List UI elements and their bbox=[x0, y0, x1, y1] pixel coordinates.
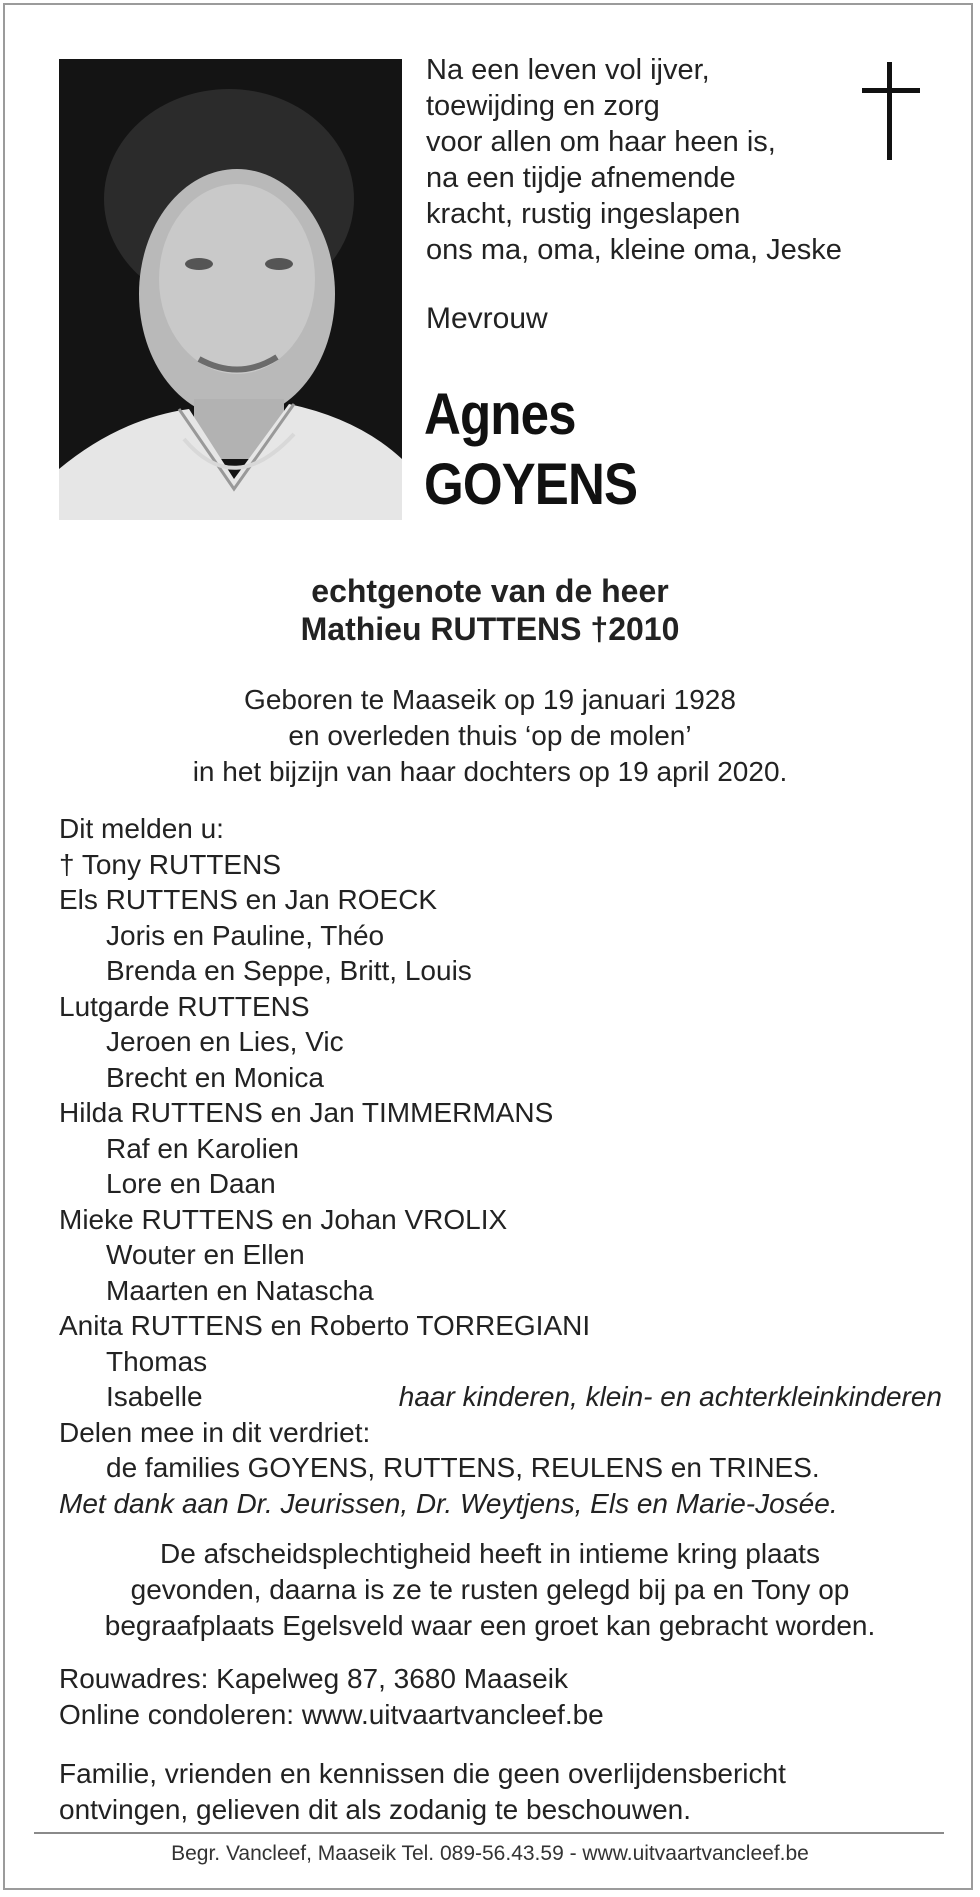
family-header: Dit melden u: bbox=[59, 813, 224, 844]
spouse-line: Mathieu RUTTENS †2010 bbox=[300, 611, 680, 647]
first-name: Agnes bbox=[424, 382, 576, 447]
ceremony-info bbox=[0, 1536, 980, 1644]
family-row-with-note bbox=[59, 1379, 942, 1415]
share-families: de families GOYENS, RUTTENS, REULENS en TRINES. bbox=[106, 1452, 820, 1483]
ceremony-line: gevonden, daarna is ze te rusten gelegd bij pa en Tony op bbox=[130, 1574, 850, 1605]
spouse-line: echtgenote van de heer bbox=[311, 573, 669, 609]
funeral-home-footer: Begr. Vancleef, Maaseik Tel. 089-56.43.59 - www.uitvaartvancleef.be bbox=[171, 1842, 809, 1865]
intro-line: ons ma, oma, kleine oma, Jeske bbox=[426, 234, 842, 266]
portrait-photo bbox=[59, 59, 402, 520]
birth-line: in het bijzijn van haar dochters op 19 april 2020. bbox=[192, 756, 788, 787]
family-row: Maarten en Natascha bbox=[106, 1274, 374, 1306]
family-row: Raf en Karolien bbox=[106, 1132, 300, 1164]
mourning-address: Rouwadres: Kapelweg 87, 3680 Maaseik bbox=[59, 1663, 568, 1694]
spouse-info bbox=[0, 572, 980, 648]
footer-divider bbox=[34, 1832, 944, 1834]
family-row: Thomas bbox=[106, 1345, 208, 1377]
address-block bbox=[59, 1661, 604, 1733]
honorific: Mevrouw bbox=[426, 302, 548, 335]
birth-line: Geboren te Maaseik op 19 januari 1928 bbox=[244, 684, 736, 715]
relation-note: haar kinderen, klein- en achterkleinkinderen bbox=[398, 1381, 942, 1412]
family-row: Brenda en Seppe, Britt, Louis bbox=[106, 955, 472, 986]
share-header: Delen mee in dit verdriet: bbox=[59, 1416, 371, 1448]
intro-line: toewijding en zorg bbox=[426, 90, 660, 122]
intro-poem bbox=[426, 52, 842, 268]
intro-line: Na een leven vol ijver, bbox=[426, 54, 710, 86]
family-row: Lore en Daan bbox=[106, 1168, 276, 1199]
closing-line: Familie, vrienden en kennissen die geen overlijdensbericht bbox=[59, 1758, 786, 1789]
family-row: Anita RUTTENS en Roberto TORREGIANI bbox=[59, 1310, 591, 1341]
family-row: † Tony RUTTENS bbox=[59, 848, 281, 880]
online-condolence-link[interactable]: Online condoleren: www.uitvaartvancleef.be bbox=[59, 1699, 604, 1730]
family-list bbox=[59, 811, 942, 1521]
intro-line: kracht, rustig ingeslapen bbox=[426, 198, 741, 230]
ceremony-line: De afscheidsplechtigheid heeft in intieme kring plaats bbox=[160, 1538, 820, 1569]
family-row: Isabelle bbox=[106, 1381, 203, 1412]
intro-line: voor allen om haar heen is, bbox=[426, 126, 776, 158]
family-row: Wouter en Ellen bbox=[106, 1239, 305, 1270]
family-row: Jeroen en Lies, Vic bbox=[106, 1026, 344, 1057]
family-row: Lutgarde RUTTENS bbox=[59, 990, 310, 1022]
family-row: Els RUTTENS en Jan ROECK bbox=[59, 884, 438, 915]
closing-line: ontvingen, gelieven dit als zodanig te beschouwen. bbox=[59, 1794, 691, 1825]
closing-note bbox=[59, 1756, 786, 1828]
deceased-name bbox=[424, 380, 637, 520]
cross-icon bbox=[862, 62, 920, 160]
thanks-line: Met dank aan Dr. Jeurissen, Dr. Weytjens, Els en Marie-Josée. bbox=[59, 1487, 838, 1519]
last-name: GOYENS bbox=[424, 452, 638, 517]
family-row: Brecht en Monica bbox=[106, 1061, 324, 1093]
birth-line: en overleden thuis ‘op de molen’ bbox=[288, 720, 692, 751]
family-row: Mieke RUTTENS en Johan VROLIX bbox=[59, 1203, 508, 1235]
birth-death-info bbox=[0, 682, 980, 790]
portrait-image bbox=[59, 59, 402, 520]
ceremony-line: begraafplaats Egelsveld waar een groet kan gebracht worden. bbox=[104, 1610, 876, 1641]
intro-line: na een tijdje afnemende bbox=[426, 162, 736, 194]
family-row: Hilda RUTTENS en Jan TIMMERMANS bbox=[59, 1097, 554, 1128]
family-row: Joris en Pauline, Théo bbox=[106, 919, 385, 951]
